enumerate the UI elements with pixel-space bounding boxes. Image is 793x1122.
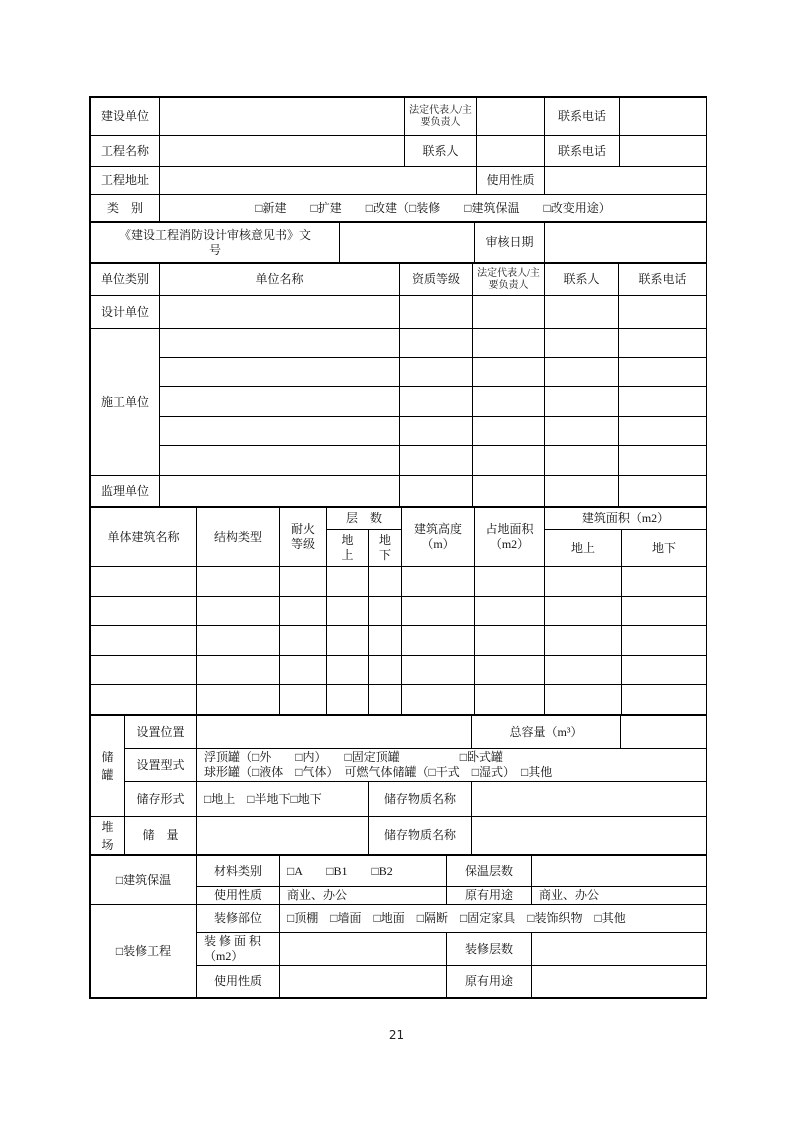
input-cell[interactable] [545,597,622,626]
input-cell[interactable] [402,567,475,597]
input-cell[interactable] [369,685,402,715]
input-cell[interactable] [400,446,473,476]
legal-rep-header: 法定代表人/主要负责人 [473,264,545,296]
phone-input[interactable] [620,136,707,167]
fire-rating-header: 耐火 等级 [280,508,327,567]
insulation-usage-value[interactable]: 商业、办公 [280,887,447,905]
input-cell[interactable] [619,358,707,387]
footprint-header: 占地面积 （m2） [475,508,545,567]
input-cell[interactable] [91,656,197,685]
input-cell[interactable] [369,656,402,685]
tank-storage-label: 储存形式 [125,782,197,817]
input-cell[interactable] [473,296,545,329]
tank-location-input[interactable] [197,716,472,749]
input-cell[interactable] [402,656,475,685]
section-basic-info [90,97,707,222]
form-table [89,96,707,999]
insulation-original-value[interactable]: 商业、办公 [532,887,707,905]
input-cell[interactable] [545,626,622,656]
tank-location-label: 设置位置 [125,716,197,749]
input-cell[interactable] [622,685,707,715]
decoration-part-row [91,905,707,933]
review-doc-number-label: 《建设工程消防设计审核意见书》文 号 [91,223,340,263]
tank-type-label: 设置型式 [125,749,197,782]
input-cell[interactable] [402,685,475,715]
project-address-label: 工程地址 [91,167,160,195]
input-cell[interactable] [197,656,280,685]
building-name-header: 单体建筑名称 [91,508,197,567]
review-date-label: 审核日期 [475,223,545,263]
building-data-row [91,656,707,685]
input-cell[interactable] [91,567,197,597]
construction-unit-label: 建设单位 [91,98,160,136]
area-below-header: 地下 [622,530,707,567]
input-cell[interactable] [160,358,400,387]
decoration-area-input[interactable] [280,933,447,966]
contact-header: 联系人 [545,264,619,296]
construction-unit-input[interactable] [160,98,405,136]
design-unit-row [91,296,707,329]
input-cell[interactable] [400,296,473,329]
input-cell[interactable] [475,685,545,715]
decoration-original-input[interactable] [532,966,707,998]
decoration-group-checkbox[interactable]: □装修工程 [91,905,197,998]
input-cell[interactable] [91,626,197,656]
construction-unit-row [91,358,707,387]
input-cell[interactable] [160,329,400,358]
insulation-material-row [91,856,707,887]
input-cell[interactable] [473,446,545,476]
unit-type-header: 单位类别 [91,264,160,296]
yard-substance-input[interactable] [472,817,707,855]
input-cell[interactable] [473,329,545,358]
input-cell[interactable] [91,685,197,715]
decoration-floors-input[interactable] [532,933,707,966]
page-number: 21 [388,1028,405,1042]
input-cell[interactable] [369,597,402,626]
input-cell[interactable] [369,626,402,656]
input-cell[interactable] [160,296,400,329]
construction-unit-row [91,417,707,446]
contact-label: 联系人 [405,136,477,167]
input-cell[interactable] [473,387,545,417]
input-cell[interactable] [622,656,707,685]
input-cell[interactable] [545,446,619,476]
input-cell[interactable] [197,626,280,656]
input-cell[interactable] [545,567,622,597]
input-cell[interactable] [619,417,707,446]
input-cell[interactable] [160,417,400,446]
phone-label: 联系电话 [545,98,620,136]
input-cell[interactable] [619,387,707,417]
tank-location-row [91,716,707,749]
input-cell[interactable] [280,626,327,656]
section-review-doc [90,222,707,263]
row-construction-unit [91,98,707,136]
insulation-usage-label: 使用性质 [197,887,280,905]
input-cell[interactable] [475,656,545,685]
input-cell[interactable] [545,417,619,446]
input-cell[interactable] [473,476,545,507]
yard-row [91,817,707,855]
tank-storage-row [91,782,707,817]
material-checkbox-options[interactable]: □A □B1 □B2 [280,856,447,887]
section-tank-yard [90,715,707,855]
tank-type-row [91,749,707,782]
floors-header: 层 数 [327,508,402,530]
input-cell[interactable] [400,329,473,358]
yard-group-label [91,817,125,855]
building-data-row [91,626,707,656]
design-unit-label: 设计单位 [91,296,160,329]
input-cell[interactable] [622,567,707,597]
tank-type-checkbox-options[interactable]: 浮顶罐（□外 □内） □固定顶罐 □卧式罐 球形罐（□液体 □气体） 可燃气体储罐（□干式 □湿式） □其他 [197,749,707,782]
building-height-header: 建筑高度 （m） [402,508,475,567]
tank-storage-checkbox-options[interactable]: □地上 □半地下□地下 [197,782,369,817]
input-cell[interactable] [473,417,545,446]
phone-label: 联系电话 [545,136,620,167]
row-review-doc [91,223,707,263]
input-cell[interactable] [197,597,280,626]
input-cell[interactable] [619,296,707,329]
input-cell[interactable] [475,597,545,626]
decoration-area-label: 装 修 面 积 （m2） [197,933,280,966]
input-cell[interactable] [402,597,475,626]
decoration-part-checkbox-options[interactable]: □顶棚 □墙面 □地面 □隔断 □固定家具 □装饰织物 □其他 [280,905,707,933]
row-project-address [91,167,707,195]
input-cell[interactable] [400,417,473,446]
input-cell[interactable] [327,567,369,597]
tank-substance-label: 储存物质名称 [369,782,472,817]
input-cell[interactable] [400,387,473,417]
category-checkbox-options[interactable]: □新建 □扩建 □改建（□装修 □建筑保温 □改变用途） [160,195,707,222]
tank-group-label [91,716,125,817]
structure-type-header: 结构类型 [197,508,280,567]
decoration-usage-input[interactable] [280,966,447,998]
input-cell[interactable] [280,656,327,685]
buildings-header-row-1 [91,508,707,530]
area-above-header: 地上 [545,530,622,567]
input-cell[interactable] [473,358,545,387]
tank-capacity-input[interactable] [621,716,707,749]
input-cell[interactable] [622,597,707,626]
phone-header: 联系电话 [619,264,707,296]
input-cell[interactable] [160,446,400,476]
input-cell[interactable] [545,329,619,358]
decoration-part-label: 装修部位 [197,905,280,933]
phone-input[interactable] [620,98,707,136]
input-cell[interactable] [545,296,619,329]
input-cell[interactable] [545,358,619,387]
section-buildings [90,507,707,715]
tank-capacity-label: 总容量（m³） [472,716,621,749]
input-cell[interactable] [545,476,619,507]
units-header-row [91,264,707,296]
input-cell[interactable] [327,656,369,685]
input-cell[interactable] [280,567,327,597]
building-data-row [91,567,707,597]
input-cell[interactable] [619,329,707,358]
floors-above-header: 地 上 [327,530,369,567]
input-cell[interactable] [280,597,327,626]
tank-group-text: 储罐 [101,750,114,782]
qualification-header: 资质等级 [400,264,473,296]
input-cell[interactable] [545,656,622,685]
input-cell[interactable] [197,567,280,597]
section-insulation-decoration [90,855,707,998]
input-cell[interactable] [400,476,473,507]
review-date-input[interactable] [545,223,707,263]
construction-unit-row [91,446,707,476]
usage-label: 使用性质 [477,167,545,195]
supervision-unit-label: 监理单位 [91,476,160,507]
yard-group-text: 堆场 [101,819,114,852]
section-units [90,263,707,507]
legal-rep-input[interactable] [477,98,545,136]
legal-rep-label: 法定代表人/主要负责人 [405,98,477,136]
unit-name-header: 单位名称 [160,264,400,296]
input-cell[interactable] [400,358,473,387]
input-cell[interactable] [160,387,400,417]
insulation-layers-input[interactable] [532,856,707,887]
insulation-group-checkbox[interactable]: □建筑保温 [91,856,197,905]
input-cell[interactable] [619,476,707,507]
construction-unit-row [91,387,707,417]
project-name-label: 工程名称 [91,136,160,167]
input-cell[interactable] [619,446,707,476]
input-cell[interactable] [475,567,545,597]
supervision-unit-row [91,476,707,507]
floor-area-header: 建筑面积（m2） [545,508,707,530]
yard-amount-label: 储 量 [125,817,197,855]
row-category [91,195,707,222]
project-address-input[interactable] [160,167,477,195]
input-cell[interactable] [327,685,369,715]
insulation-original-label: 原有用途 [447,887,532,905]
input-cell[interactable] [280,685,327,715]
building-data-row [91,597,707,626]
input-cell[interactable] [197,685,280,715]
category-label: 类 别 [91,195,160,222]
review-doc-number-input[interactable] [340,223,475,263]
usage-input[interactable] [545,167,707,195]
input-cell[interactable] [622,626,707,656]
floors-below-header: 地 下 [369,530,402,567]
project-name-input[interactable] [160,136,405,167]
input-cell[interactable] [402,626,475,656]
input-cell[interactable] [545,387,619,417]
tank-substance-input[interactable] [472,782,707,817]
yard-amount-input[interactable] [197,817,369,855]
decoration-original-label: 原有用途 [447,966,532,998]
input-cell[interactable] [545,685,622,715]
construction-unit-row [91,329,707,358]
input-cell[interactable] [160,476,400,507]
row-project-name [91,136,707,167]
input-cell[interactable] [327,626,369,656]
contact-input[interactable] [477,136,545,167]
yard-substance-label: 储存物质名称 [369,817,472,855]
input-cell[interactable] [475,626,545,656]
decoration-usage-label: 使用性质 [197,966,280,998]
construction-unit-group-label: 施工单位 [91,329,160,476]
material-type-label: 材料类别 [197,856,280,887]
building-data-row [91,685,707,715]
input-cell[interactable] [91,597,197,626]
input-cell[interactable] [369,567,402,597]
insulation-layers-label: 保温层数 [447,856,532,887]
decoration-floors-label: 装修层数 [447,933,532,966]
input-cell[interactable] [327,597,369,626]
